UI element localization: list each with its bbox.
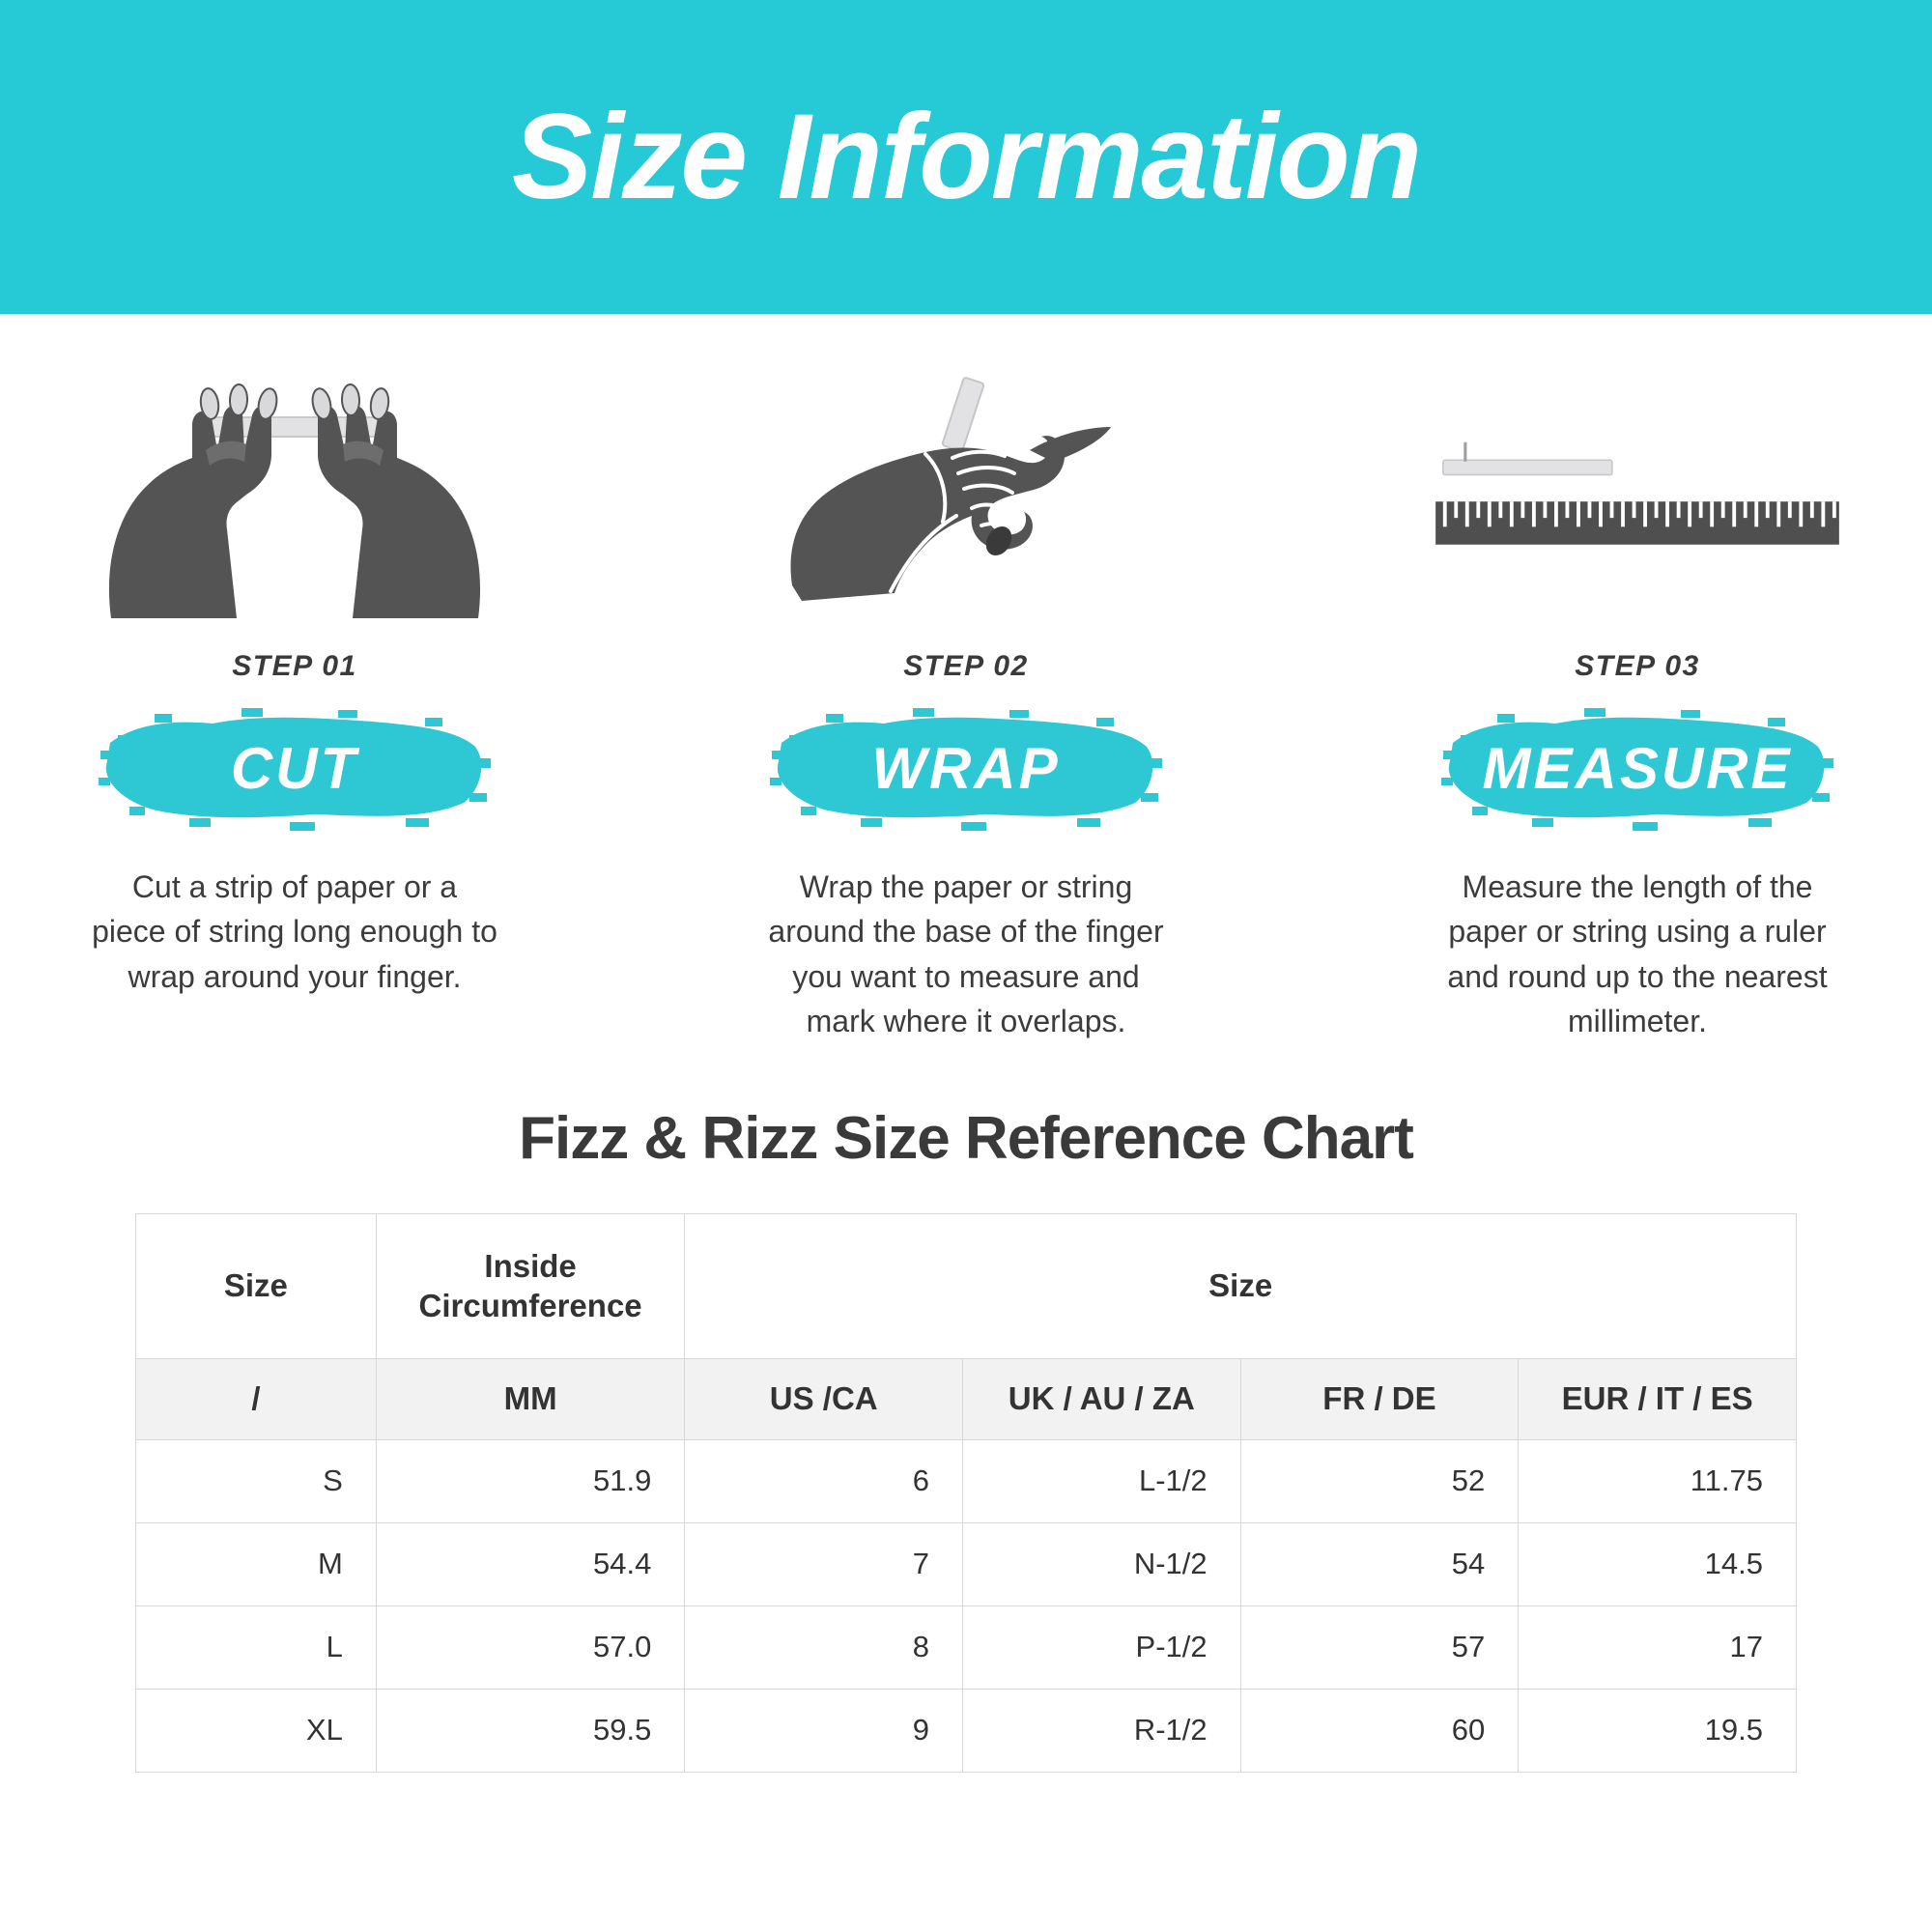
two-hands-holding-paper-strip-icon (87, 353, 502, 633)
page-title: Size Information (511, 90, 1421, 224)
size-reference-table-wrap (135, 1213, 1797, 1773)
step-03 (1430, 353, 1845, 1044)
step-description: Wrap the paper or string around the base of the finger you want to measure and mark where it overlaps. (768, 869, 1164, 1039)
step-label: STEP 01 (232, 650, 357, 682)
cell-us: 6 (685, 1439, 963, 1522)
cell-size: L (136, 1605, 377, 1689)
subheader-mm: MM (376, 1358, 685, 1439)
cell-mm: 54.4 (376, 1522, 685, 1605)
subheader-eur-it-es: EUR / IT / ES (1519, 1358, 1797, 1439)
cell-mm: 51.9 (376, 1439, 685, 1522)
cell-uk: P-1/2 (963, 1605, 1241, 1689)
cell-uk: L-1/2 (963, 1439, 1241, 1522)
step-action-label: WRAP (871, 735, 1061, 801)
subheader-uk-au-za: UK / AU / ZA (963, 1358, 1241, 1439)
page-header (0, 0, 1932, 314)
step-label: STEP 02 (903, 650, 1029, 682)
subheader-fr-de: FR / DE (1240, 1358, 1519, 1439)
cell-size: M (136, 1522, 377, 1605)
step-description: Measure the length of the paper or string using a ruler and round up to the nearest millimeter. (1447, 869, 1828, 1039)
header-size: Size (136, 1213, 377, 1358)
header-inside-circumference: Inside Circumference (376, 1213, 685, 1358)
step-action-brush (1439, 700, 1835, 836)
cell-eur: 17 (1519, 1605, 1797, 1689)
cell-fr: 52 (1240, 1439, 1519, 1522)
cell-us: 8 (685, 1605, 963, 1689)
step-action-brush (97, 700, 493, 836)
cell-size: S (136, 1439, 377, 1522)
subheader-us-ca: US /CA (685, 1358, 963, 1439)
steps-section (0, 314, 1932, 1044)
cell-fr: 60 (1240, 1689, 1519, 1772)
step-description: Cut a strip of paper or a piece of string long enough to wrap around your finger. (92, 869, 497, 994)
cell-us: 9 (685, 1689, 963, 1772)
table-header-group-row (136, 1213, 1797, 1358)
cell-mm: 57.0 (376, 1605, 685, 1689)
cell-eur: 14.5 (1519, 1522, 1797, 1605)
cell-uk: N-1/2 (963, 1522, 1241, 1605)
size-chart-title: Fizz & Rizz Size Reference Chart (519, 1104, 1413, 1172)
cell-mm: 59.5 (376, 1689, 685, 1772)
ruler-measuring-strip-icon (1430, 353, 1845, 633)
subheader-size: / (136, 1358, 377, 1439)
cell-eur: 11.75 (1519, 1439, 1797, 1522)
step-label: STEP 03 (1575, 650, 1700, 682)
step-action-label: MEASURE (1482, 735, 1793, 801)
table-row (136, 1689, 1797, 1772)
header-size-group: Size (685, 1213, 1797, 1358)
step-action-brush (768, 700, 1164, 836)
step-01 (87, 353, 502, 1044)
table-row (136, 1522, 1797, 1605)
cell-uk: R-1/2 (963, 1689, 1241, 1772)
cell-fr: 54 (1240, 1522, 1519, 1605)
cell-us: 7 (685, 1522, 963, 1605)
table-subheader-row (136, 1358, 1797, 1439)
table-row (136, 1439, 1797, 1522)
size-reference-table (135, 1213, 1797, 1773)
cell-fr: 57 (1240, 1605, 1519, 1689)
step-action-label: CUT (230, 735, 359, 801)
cell-eur: 19.5 (1519, 1689, 1797, 1772)
step-02 (758, 353, 1174, 1044)
hand-wrapping-string-around-finger-icon (758, 353, 1174, 633)
table-row (136, 1605, 1797, 1689)
cell-size: XL (136, 1689, 377, 1772)
